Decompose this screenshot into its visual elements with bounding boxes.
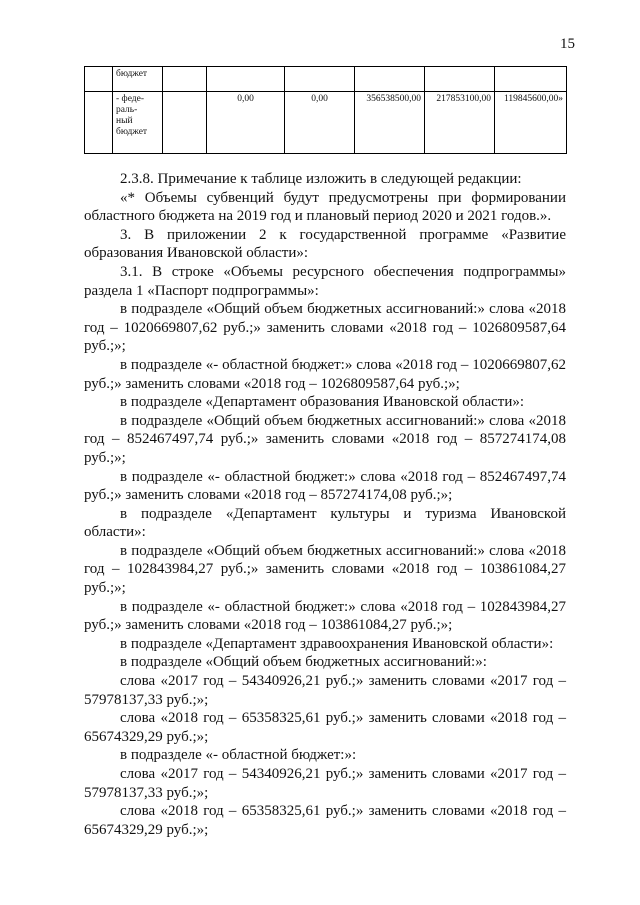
paragraph: 2.3.8. Примечание к таблице изложить в следующей редакции: (120, 171, 522, 187)
table-cell: 217853100,00 (425, 92, 495, 154)
paragraph: в подразделе «- областной бюджет:»: (120, 747, 357, 764)
table-cell: 0,00 (207, 92, 285, 154)
document-body (84, 170, 566, 839)
paragraph: в подразделе «Департамент культуры и туризма Ивановской области»: (84, 505, 566, 541)
paragraph: в подразделе «Общий объем бюджетных ассигнований:» слова «2018 год – 102843984,27 руб.;» заменить словами «2018 год – 103861084,27 руб.;»; (84, 542, 566, 597)
paragraph: в подразделе «- областной бюджет:» слова «2018 год – 1020669807,62 руб.;» заменить словами «2018 год – 1026809587,64 руб.;»; (84, 356, 566, 392)
table-cell: 0,00 (285, 92, 355, 154)
table-cell (163, 92, 207, 154)
table-cell: 119845600,00» (495, 92, 567, 154)
paragraph: в подразделе «Общий объем бюджетных ассигнований:» слова «2018 год – 852467497,74 руб.;» заменить словами «2018 год – 857274174,08 руб.;»; (84, 412, 566, 466)
paragraph: «* Объемы субвенций будут предусмотрены при формировании областного бюджета на 2019 год и плановый период 2020 и 2021 годов.». (84, 189, 566, 225)
page-number: 15 (560, 36, 575, 52)
table-row (85, 67, 567, 92)
paragraph: слова «2018 год – 65358325,61 руб.;» заменить словами «2018 год – 65674329,29 руб.;»; (84, 803, 566, 838)
table-row (85, 92, 567, 154)
paragraph: 3. В приложении 2 к государственной программе «Развитие образования Ивановской области»: (84, 226, 566, 262)
paragraph: в подразделе «- областной бюджет:» слова «2018 год – 102843984,27 руб.;» заменить словами «2018 год – 103861084,27 руб.;»; (84, 598, 566, 634)
paragraph: в подразделе «Общий объем бюджетных ассигнований:»: (120, 654, 487, 671)
paragraph: в подразделе «- областной бюджет:» слова «2018 год – 852467497,74 руб.;» заменить словами «2018 год – 857274174,08 руб.;»; (84, 468, 566, 504)
paragraph: в подразделе «Департамент образования Ивановской области»: (120, 394, 525, 411)
table-cell-label: бюджет (113, 67, 163, 92)
table-cell: 356538500,00 (355, 92, 425, 154)
paragraph: в подразделе «Общий объем бюджетных ассигнований:» слова «2018 год – 1020669807,62 руб.;» заменить словами «2018 год – 1026809587,64 руб.;»; (84, 301, 566, 355)
paragraph: слова «2017 год – 54340926,21 руб.;» заменить словами «2017 год – 57978137,33 руб.;»; (84, 673, 566, 708)
paragraph: слова «2017 год – 54340926,21 руб.;» заменить словами «2017 год – 57978137,33 руб.;»; (84, 766, 566, 801)
paragraph: в подразделе «Департамент здравоохранения Ивановской области»: (120, 635, 554, 652)
paragraph: слова «2018 год – 65358325,61 руб.;» заменить словами «2018 год – 65674329,29 руб.;»; (84, 710, 566, 745)
budget-table (84, 66, 567, 154)
table-cell-label: - феде- раль- ный бюджет (113, 92, 163, 154)
paragraph: 3.1. В строке «Объемы ресурсного обеспечения подпрограммы» раздела 1 «Паспорт подпрограммы»: (84, 263, 566, 299)
